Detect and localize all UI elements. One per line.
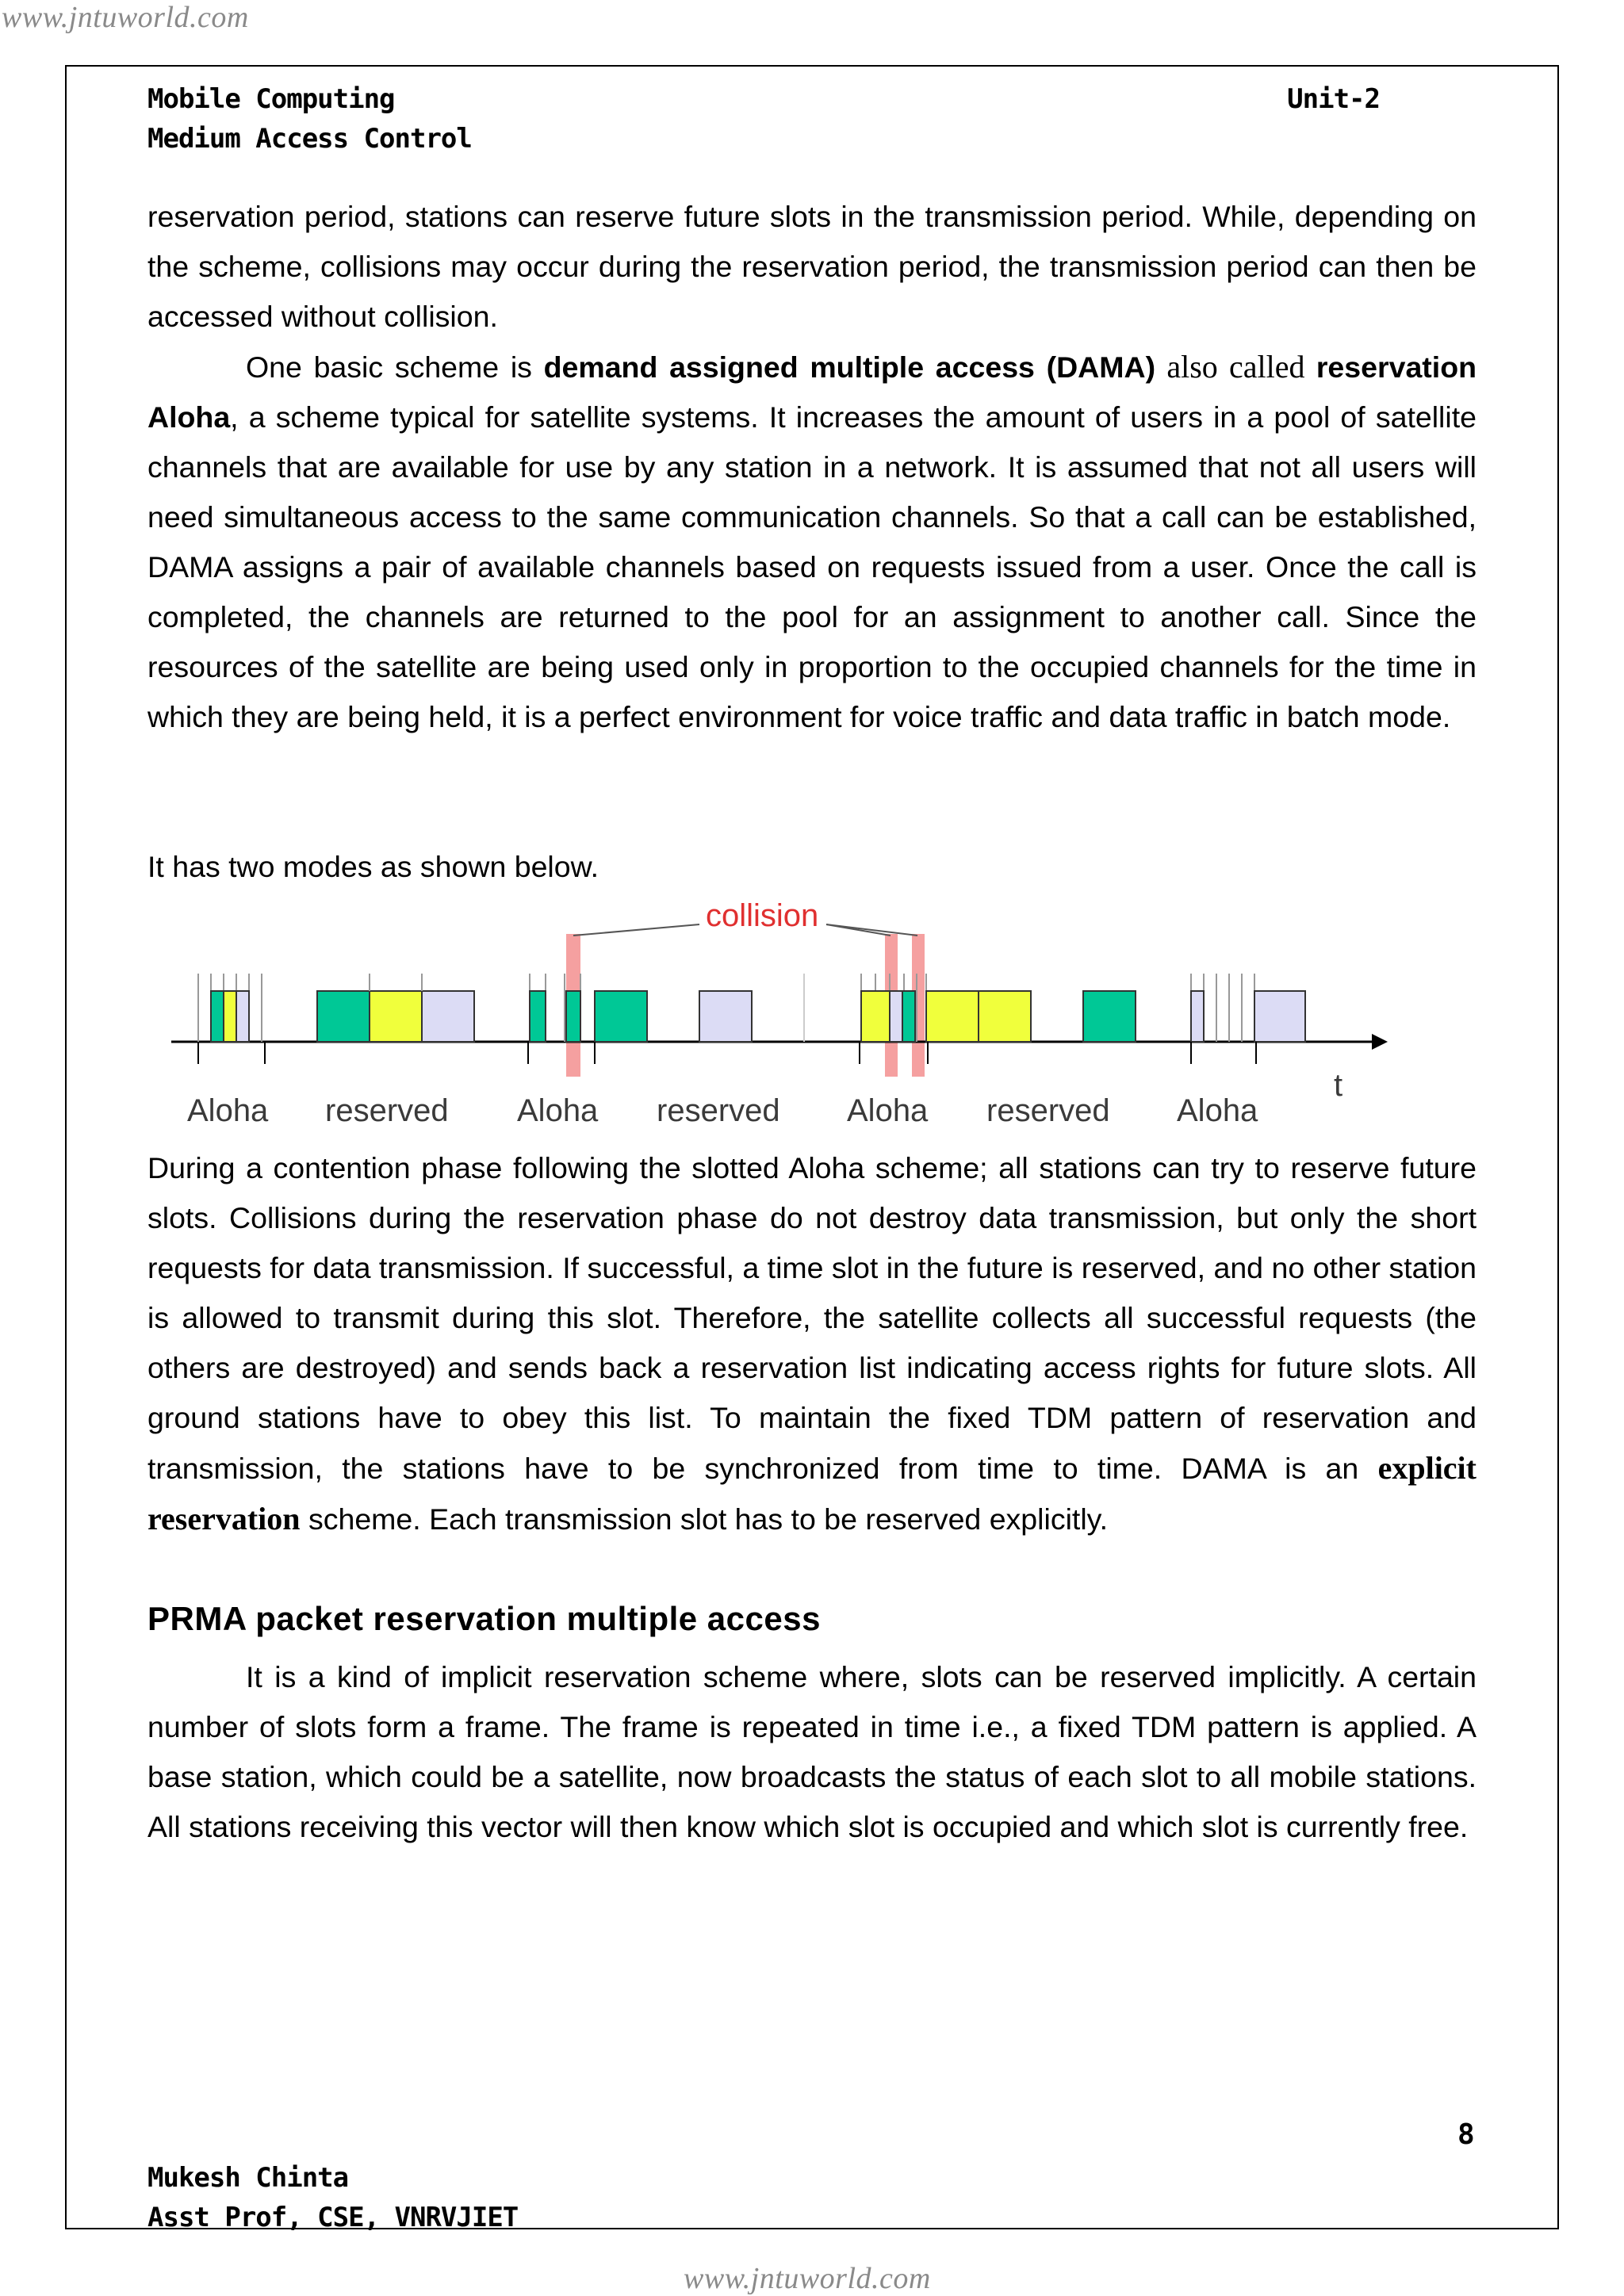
modes-intro: It has two modes as shown below. [147, 850, 599, 883]
phase-label-aloha: Aloha [187, 1093, 269, 1128]
unit-label: Unit-2 [1287, 83, 1380, 115]
slot-yellow [861, 991, 890, 1042]
time-axis-arrow [1372, 1034, 1388, 1050]
slot-yellow [979, 991, 1031, 1042]
reservation-aloha-diagram [167, 894, 1388, 1150]
author-name: Mukesh Chinta [147, 2162, 349, 2194]
reserved-lavender [699, 991, 752, 1042]
paragraph-reservation-period [147, 192, 1477, 342]
bold-term-explicit-reservation: explicit reservation [147, 1450, 1477, 1536]
time-label: t [1334, 1068, 1343, 1103]
phase-label-aloha: Aloha [517, 1093, 599, 1128]
text-run: also called [1155, 349, 1316, 385]
bold-term-dama: demand assigned multiple access (DAMA) [543, 350, 1156, 384]
text-run: , a scheme typical for satellite systems. It increases the amount of users in a pool of satellite channels that are available for use by any station in a network. It is assumed that not all users will need simultaneous access to the same communication channels. So that a call can be established, DAMA assigns a pair of available channels based on requests issued from a user. Once the call is completed, the channels are returned to the pool for an assignment to another call. Since the resources of the satellite are being used only in proportion to the occupied channels for the time in which they are being held, it is a perfect environment for voice traffic and data traffic in batch mode. [147, 400, 1477, 733]
paragraph-prma [147, 1652, 1477, 1852]
course-title: Mobile Computing [147, 83, 395, 115]
reserved-lavender [422, 991, 474, 1042]
slot-green [566, 991, 580, 1042]
slot-yellow [926, 991, 979, 1042]
phase-label-aloha: Aloha [1177, 1093, 1258, 1128]
paragraph-contention-phase [147, 1143, 1477, 1544]
slot-green [211, 991, 224, 1042]
page-number: 8 [1457, 2118, 1475, 2151]
phase-label-aloha: Aloha [847, 1093, 929, 1128]
slot-lavender [1191, 991, 1204, 1042]
text-run: During a contention phase following the slotted Aloha scheme; all stations can try to reserve future slots. Collisions during the reservation phase do not destroy data transmission, but only the short requests for data transmission. If successful, a time slot in the future is reserved, and no other station is allowed to transmit during this slot. Therefore, the satellite collects all successful requests (the others are destroyed) and sends back a reservation list indicating access rights for future slots. All ground stations have to obey this list. To maintain the fixed TDM pattern of reservation and transmission, the stations have to be synchronized from time to time. DAMA is an [147, 1151, 1477, 1485]
slot-green [530, 991, 546, 1042]
paragraph-text: reservation period, stations can reserve future slots in the transmission period. While, depending on the scheme, collisions may occur during the reservation period, the transmission period can then be accessed without collision. [147, 200, 1477, 333]
reserved-green [1083, 991, 1136, 1042]
reserved-green [317, 991, 370, 1042]
text-run: scheme. Each transmission slot has to be reserved explicitly. [300, 1502, 1109, 1536]
slot-yellow [224, 991, 236, 1042]
paragraph-text: It is a kind of implicit reservation scheme where, slots can be reserved implicitly. A certain number of slots form a frame. The frame is repeated in time i.e., a fixed TDM pattern is applied. A base station, which could be a satellite, now broadcasts the status of each slot to all mobile stations. All stations receiving this vector will then know which slot is occupied and which slot is currently free. [147, 1660, 1477, 1843]
slot-lavender [890, 991, 902, 1042]
collision-pointer [826, 924, 917, 936]
paragraph-dama [147, 342, 1477, 742]
text-run: One basic scheme is [246, 350, 544, 384]
phase-label-reserved: reserved [325, 1093, 449, 1128]
collision-label: collision [706, 898, 819, 933]
phase-label-reserved: reserved [657, 1093, 780, 1128]
reserved-lavender [1254, 991, 1305, 1042]
page-header [147, 79, 472, 159]
topic-title: Medium Access Control [147, 123, 472, 155]
page-footer [147, 2158, 518, 2237]
collision-pointer [573, 924, 699, 936]
bold-term-reservation-aloha: reservation Aloha [147, 350, 1477, 434]
section-heading-prma: PRMA packet reservation multiple access [147, 1600, 821, 1637]
slot-green [902, 991, 915, 1042]
slot-green [595, 991, 647, 1042]
reserved-yellow [370, 991, 422, 1042]
watermark-top: www.jntuworld.com [2, 1, 249, 34]
author-designation: Asst Prof, CSE, VNRVJIET [147, 2202, 519, 2233]
watermark-bottom: www.jntuworld.com [684, 2262, 931, 2295]
phase-label-reserved: reserved [986, 1093, 1110, 1128]
slot-lavender [236, 991, 249, 1042]
